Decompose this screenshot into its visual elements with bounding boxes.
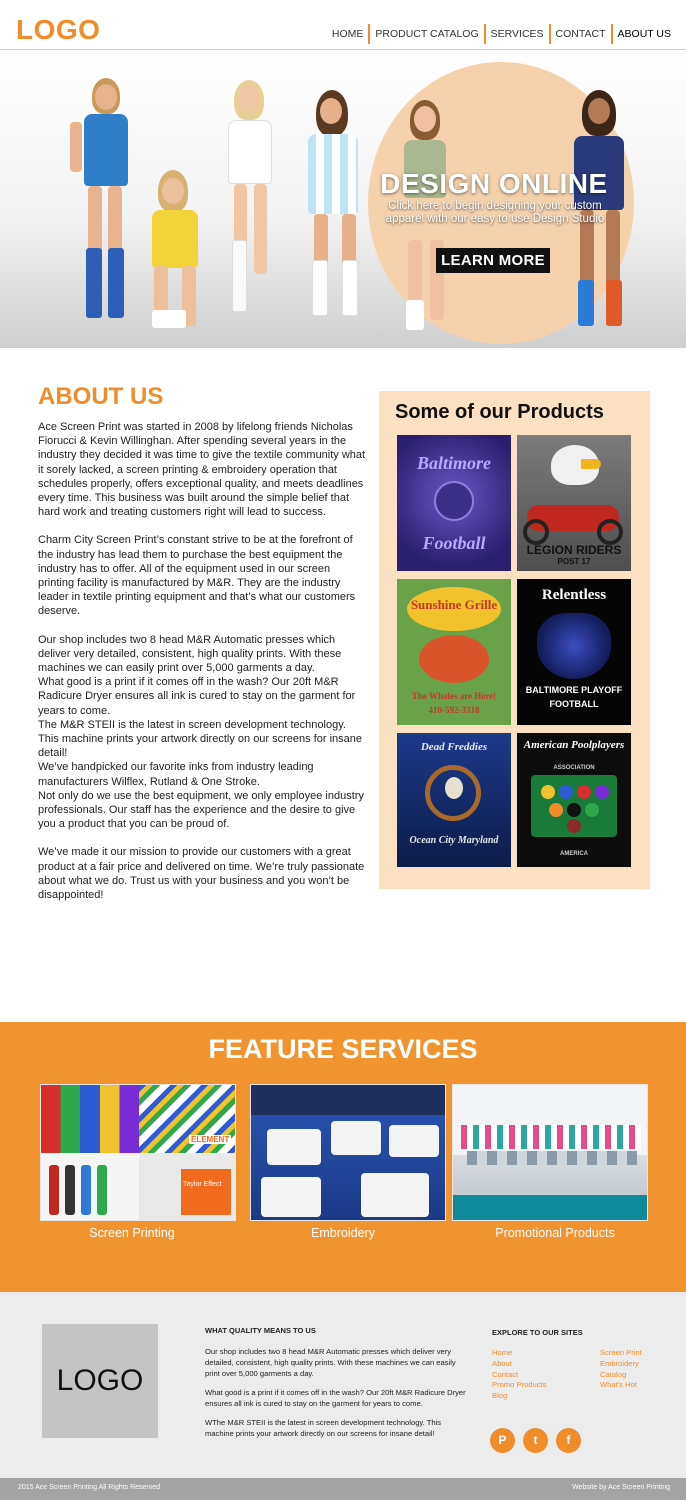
product-tile-text: Relentless: [541, 587, 607, 603]
service-label-screen-printing[interactable]: Screen Printing: [89, 1226, 175, 1240]
footer-explore-title: EXPLORE TO OUR SITES: [492, 1328, 583, 1337]
about-paragraph: What good is a print if it comes off in the wash? Our 20ft M&R Radicure Dryer ensures all ink is cured to stay on the garment for years to come.: [38, 676, 356, 717]
footer-logo[interactable]: LOGO: [42, 1324, 158, 1438]
footer-link-screen-print[interactable]: Screen Print: [600, 1348, 642, 1357]
nav-home[interactable]: HOME: [331, 28, 364, 40]
feature-services-section: [0, 1022, 686, 1292]
services-title: FEATURE SERVICES: [208, 1034, 478, 1064]
nav-contact[interactable]: CONTACT: [549, 24, 611, 44]
footer-quality-paragraph: WThe M&R STEII is the latest in screen development technology. This machine prints your artwork directly on our screens for insane detail!: [205, 1418, 442, 1438]
hero-model-2: [140, 170, 220, 345]
footer-links-col-2: [600, 1348, 642, 1391]
footer-links-col-1: [492, 1348, 546, 1402]
credit-text[interactable]: Website by Ace Screen Printing: [572, 1484, 670, 1491]
footer-link-whats-hot[interactable]: What's Hot: [600, 1380, 637, 1390]
hero-subtitle: Click here to begin designing your custom apparel with our easy to use Design Studio: [385, 200, 605, 225]
service-image-embroidery[interactable]: [250, 1084, 446, 1221]
service-image-text: Taylor Effect: [183, 1181, 222, 1188]
about-paragraph: Charm City Screen Print’s constant strive to be at the forefront of the industry has lead them to purchase the best equipment the industry has to offer. All of the equipment used in our screen printing facility is manufactured by M&R. They are the industry leader in textile printing equipment and that’s what our customers deserve.: [38, 534, 356, 618]
product-tile-text: American Poolplayers: [523, 739, 625, 751]
about-paragraph: Not only do we use the best equipment, we only employee industry professionals. Our staff has the experience and the desire to give you a product that you can be proud of.: [38, 789, 364, 831]
service-label-promotional-products[interactable]: Promotional Products: [495, 1226, 615, 1240]
hero-title: DESIGN ONLINE: [380, 168, 608, 199]
product-tile-text: 410-592-3318: [428, 705, 480, 715]
product-tile-dead-freddies[interactable]: [397, 733, 511, 867]
copyright-text: 2015 Ace Screen Printing All Rights Reserved: [18, 1484, 161, 1491]
about-title: ABOUT US: [38, 383, 164, 410]
facebook-icon[interactable]: f: [556, 1428, 581, 1453]
footer-link-catalog[interactable]: Catalog: [600, 1369, 627, 1379]
about-paragraph: We’ve made it our mission to provide our customers with a great product at a fair price and delivered on time. We’re truly passionate about what we do. Trust us with your business and you won’t be disappointed!: [38, 846, 365, 902]
product-tile-text: AMERICA: [560, 851, 588, 857]
footer-quality-title: WHAT QUALITY MEANS TO US: [205, 1326, 316, 1335]
footer-link-promo-products[interactable]: Promo Products: [492, 1380, 547, 1390]
about-paragraph: Our shop includes two 8 head M&R Automatic presses which deliver very detailed, consistent, high quality prints. With these machines we can easily print over 5,000 garments a day.: [38, 633, 342, 675]
product-tile-text: Baltimore: [416, 453, 491, 473]
bottom-bar: [0, 1478, 686, 1500]
product-tile-text: Sunshine Grille: [410, 597, 498, 612]
hero-banner[interactable]: [0, 50, 686, 348]
hero-model-3: [214, 80, 284, 330]
product-tile-relentless[interactable]: [517, 579, 631, 725]
product-tile-text: Ocean City Maryland: [409, 835, 499, 846]
product-tile-sunshine-grille[interactable]: [397, 579, 511, 725]
footer-link-embroidery[interactable]: Embroidery: [600, 1358, 639, 1368]
product-tile-text: ASSOCIATION: [553, 765, 595, 771]
hero-model-1: [70, 78, 140, 338]
footer-quality-paragraph: What good is a print if it comes off in the wash? Our 20ft M&R Radicure Dryer ensures all ink is cured to stay on the garment for years to come.: [205, 1388, 466, 1408]
product-tile-text: The Whales are Here!: [411, 691, 497, 701]
product-tile-american-poolplayers[interactable]: [517, 733, 631, 867]
site-logo[interactable]: LOGO: [16, 14, 101, 45]
products-title: Some of our Products: [395, 401, 604, 423]
product-tile-text: POST 17: [557, 557, 591, 566]
footer-link-home[interactable]: Home: [492, 1348, 513, 1357]
products-panel: [379, 391, 650, 889]
main-nav: [327, 24, 676, 44]
service-image-text: ELEMENT: [191, 1135, 230, 1144]
product-tile-text: FOOTBALL: [549, 699, 599, 709]
footer-link-blog[interactable]: Blog: [492, 1391, 508, 1401]
pinterest-icon[interactable]: P: [490, 1428, 515, 1453]
service-image-promotional-products[interactable]: [452, 1084, 648, 1221]
footer-quality-text: [205, 1346, 470, 1447]
footer-link-about[interactable]: About: [492, 1358, 512, 1368]
nav-services[interactable]: SERVICES: [484, 24, 549, 44]
product-tile-legion-riders[interactable]: [517, 435, 631, 571]
about-paragraph: The M&R STEII is the latest in screen development technology. This machine prints your artwork directly on our screens for insane detail!: [38, 718, 363, 760]
about-paragraph: We’ve handpicked our favorite inks from industry leading manufacturers Wilflex, Rutland & One Stroke.: [38, 761, 314, 788]
product-tile-text: Football: [422, 533, 486, 553]
service-label-embroidery[interactable]: Embroidery: [311, 1226, 375, 1240]
site-footer: [0, 1292, 686, 1478]
hero-model-4: [290, 90, 380, 330]
service-image-screen-printing[interactable]: [40, 1084, 236, 1221]
about-body: [38, 420, 368, 916]
site-header: [0, 0, 686, 50]
footer-link-contact[interactable]: Contact: [492, 1369, 519, 1379]
product-tile-text: BALTIMORE PLAYOFF: [525, 685, 623, 695]
product-tile-baltimore-football[interactable]: [397, 435, 511, 571]
footer-quality-paragraph: Our shop includes two 8 head M&R Automatic presses which deliver very detailed, consistent, high quality prints. With these machines we can easily print over 5,000 garments a day.: [205, 1347, 456, 1378]
learn-more-button[interactable]: LEARN MORE: [436, 248, 550, 273]
nav-about-us[interactable]: ABOUT US: [611, 24, 676, 44]
about-paragraph: Ace Screen Print was started in 2008 by lifelong friends Nicholas Fiorucci & Kevin Willinghan. After spending several years in the industry they decided it was time to give the textile community what it sorely lacked, a screen printing & embroidery operation that schedules properly, offers exceptional quality, and meets deadlines every time. This business was built around the simple belief that hard work and treating customers right will lead to success.: [38, 421, 366, 519]
product-tile-text: LEGION RIDERS: [526, 543, 622, 557]
twitter-icon[interactable]: t: [523, 1428, 548, 1453]
nav-product-catalog[interactable]: PRODUCT CATALOG: [368, 24, 483, 44]
product-tile-text: Dead Freddies: [420, 741, 488, 753]
